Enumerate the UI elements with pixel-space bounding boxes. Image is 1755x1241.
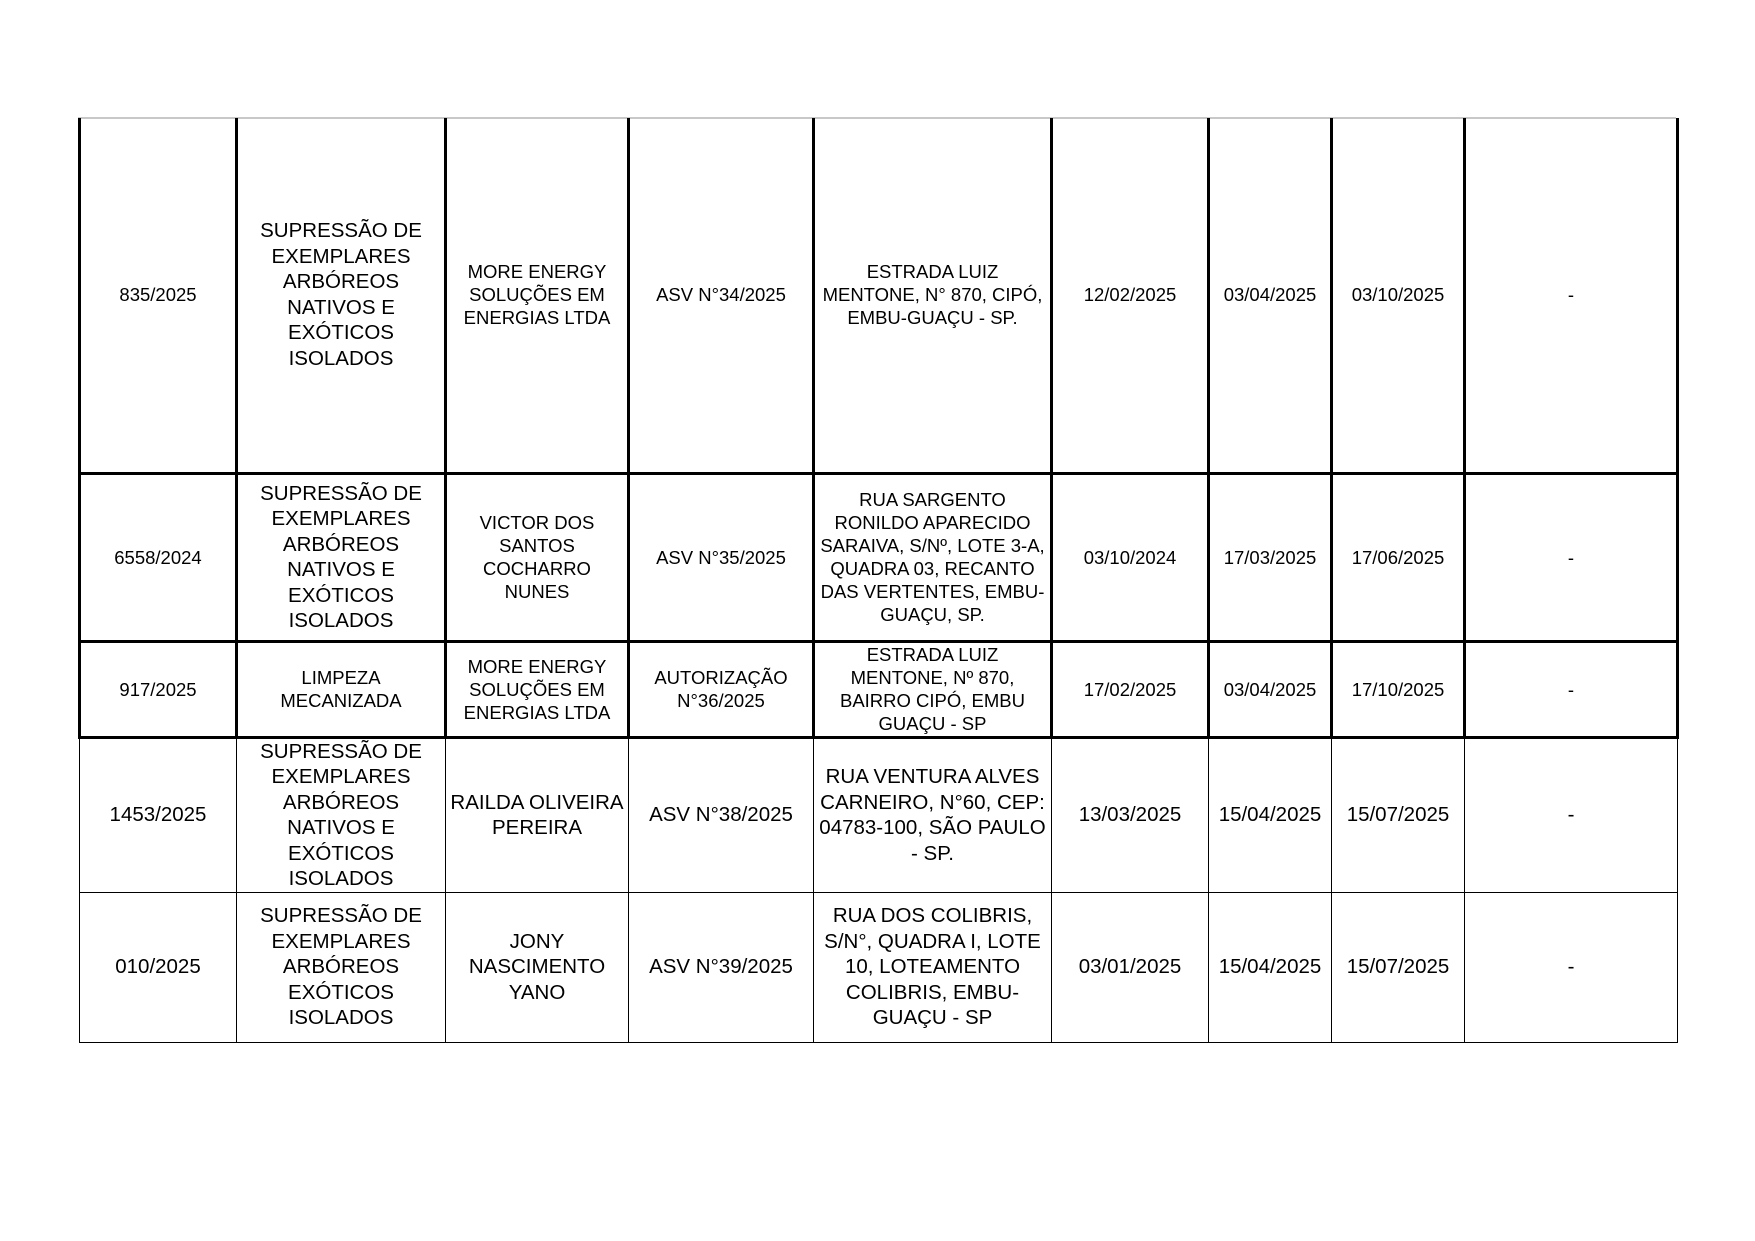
request-type-cell: SUPRESSÃO DE EXEMPLARES ARBÓREOS EXÓTICOS ISOLADOS <box>237 892 446 1042</box>
applicant-cell: RAILDA OLIVEIRA PEREIRA <box>446 737 629 892</box>
request-type-cell: LIMPEZA MECANIZADA <box>237 641 446 737</box>
address-cell: ESTRADA LUIZ MENTONE, Nº 870, BAIRRO CIPÓ, EMBU GUAÇU - SP <box>814 641 1052 737</box>
date-cell: 03/04/2025 <box>1209 641 1332 737</box>
request-type-cell: SUPRESSÃO DE EXEMPLARES ARBÓREOS NATIVOS E EXÓTICOS ISOLADOS <box>237 118 446 473</box>
date-cell: 15/04/2025 <box>1209 737 1332 892</box>
notes-cell: - <box>1465 892 1678 1042</box>
date-cell: 17/02/2025 <box>1052 641 1209 737</box>
applicant-cell: VICTOR DOS SANTOS COCHARRO NUNES <box>446 473 629 641</box>
process-number-cell: 6558/2024 <box>80 473 237 641</box>
date-cell: 15/07/2025 <box>1332 892 1465 1042</box>
applicant-cell: JONY NASCIMENTO YANO <box>446 892 629 1042</box>
process-number-cell: 917/2025 <box>80 641 237 737</box>
request-type-cell: SUPRESSÃO DE EXEMPLARES ARBÓREOS NATIVOS E EXÓTICOS ISOLADOS <box>237 473 446 641</box>
date-cell: 15/07/2025 <box>1332 737 1465 892</box>
notes-cell: - <box>1465 473 1678 641</box>
date-cell: 13/03/2025 <box>1052 737 1209 892</box>
table-row <box>80 737 1678 892</box>
notes-cell: - <box>1465 118 1678 473</box>
records-table <box>78 118 1679 1043</box>
notes-cell: - <box>1465 641 1678 737</box>
date-cell: 12/02/2025 <box>1052 118 1209 473</box>
date-cell: 15/04/2025 <box>1209 892 1332 1042</box>
notes-cell: - <box>1465 737 1678 892</box>
date-cell: 03/04/2025 <box>1209 118 1332 473</box>
process-number-cell: 010/2025 <box>80 892 237 1042</box>
authorization-cell: ASV N°35/2025 <box>629 473 814 641</box>
table-row <box>80 892 1678 1042</box>
date-cell: 03/10/2024 <box>1052 473 1209 641</box>
request-type-cell: SUPRESSÃO DE EXEMPLARES ARBÓREOS NATIVOS E EXÓTICOS ISOLADOS <box>237 737 446 892</box>
address-cell: RUA VENTURA ALVES CARNEIRO, N°60, CEP: 04783-100, SÃO PAULO - SP. <box>814 737 1052 892</box>
authorization-cell: ASV N°38/2025 <box>629 737 814 892</box>
applicant-cell: MORE ENERGY SOLUÇÕES EM ENERGIAS LTDA <box>446 641 629 737</box>
authorization-cell: AUTORIZAÇÃO N°36/2025 <box>629 641 814 737</box>
date-cell: 03/10/2025 <box>1332 118 1465 473</box>
applicant-cell: MORE ENERGY SOLUÇÕES EM ENERGIAS LTDA <box>446 118 629 473</box>
table-row <box>80 641 1678 737</box>
authorization-cell: ASV N°34/2025 <box>629 118 814 473</box>
date-cell: 17/10/2025 <box>1332 641 1465 737</box>
date-cell: 03/01/2025 <box>1052 892 1209 1042</box>
process-number-cell: 1453/2025 <box>80 737 237 892</box>
authorization-cell: ASV N°39/2025 <box>629 892 814 1042</box>
process-number-cell: 835/2025 <box>80 118 237 473</box>
date-cell: 17/03/2025 <box>1209 473 1332 641</box>
table-row <box>80 118 1678 473</box>
address-cell: RUA DOS COLIBRIS, S/N°, QUADRA I, LOTE 10, LOTEAMENTO COLIBRIS, EMBU-GUAÇU - SP <box>814 892 1052 1042</box>
table-row <box>80 473 1678 641</box>
date-cell: 17/06/2025 <box>1332 473 1465 641</box>
address-cell: RUA SARGENTO RONILDO APARECIDO SARAIVA, S/Nº, LOTE 3-A, QUADRA 03, RECANTO DAS VERTENTES, EMBU-GUAÇU, SP. <box>814 473 1052 641</box>
address-cell: ESTRADA LUIZ MENTONE, N° 870, CIPÓ, EMBU-GUAÇU - SP. <box>814 118 1052 473</box>
